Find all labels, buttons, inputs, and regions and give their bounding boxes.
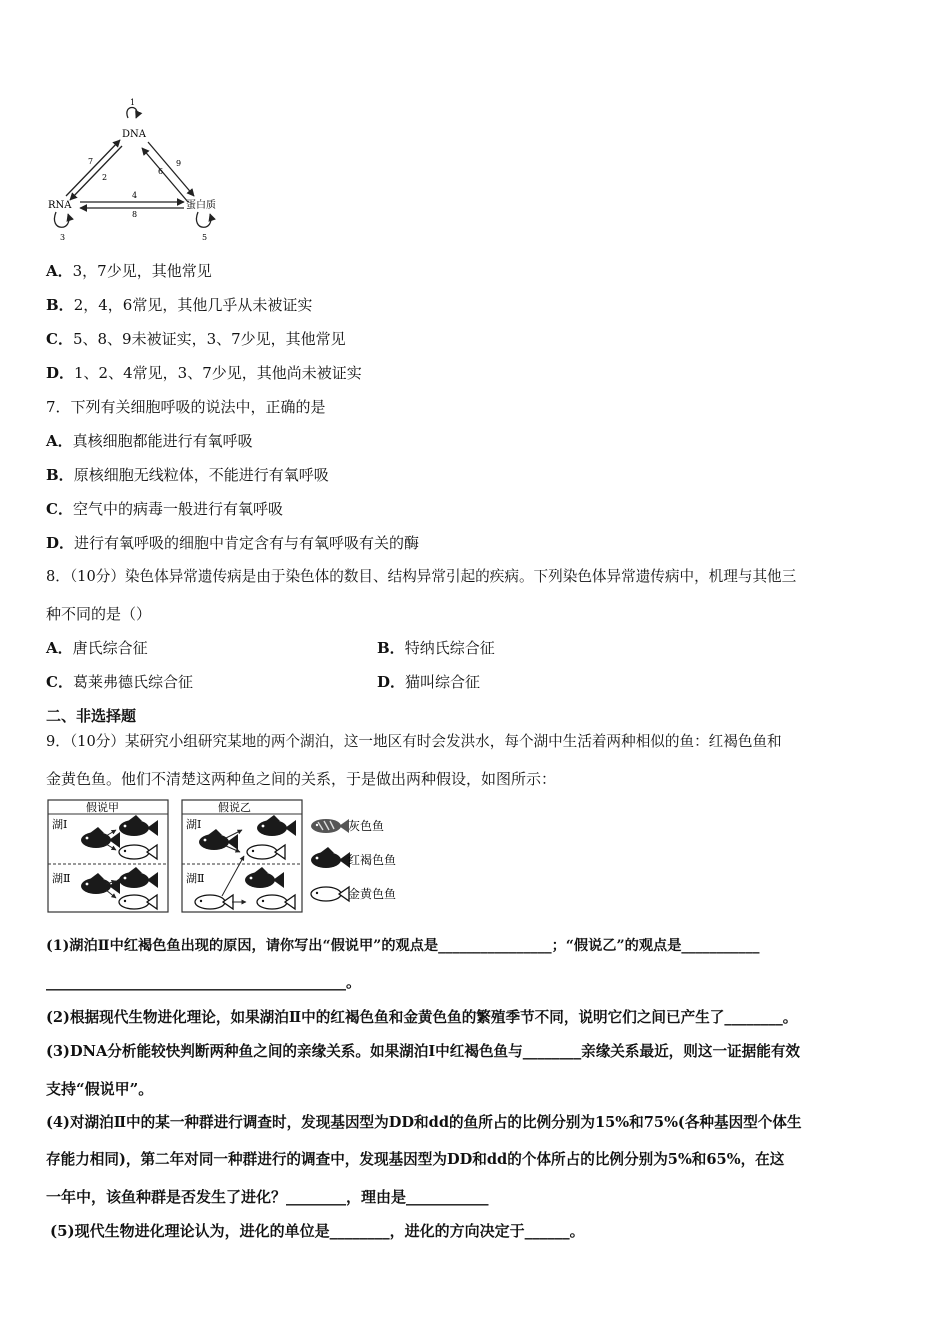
q7-stem: 7．下列有关细胞呼吸的说法中，正确的是 bbox=[46, 398, 326, 416]
q8-option-b: B．特纳氏综合征 bbox=[377, 639, 495, 657]
q6-option-c: C．5、8、9未被证实，3、7少见，其他常见 bbox=[46, 330, 346, 348]
label-8: 8 bbox=[132, 210, 138, 219]
hyp-b-lake1: 湖Ⅰ bbox=[186, 818, 202, 831]
section-heading: 二、非选择题 bbox=[46, 707, 137, 725]
q9-part4-line3: 一年中，该鱼种群是否发生了进化？________，理由是___________ bbox=[46, 1188, 489, 1206]
label-1: 1 bbox=[130, 98, 136, 107]
label-7: 7 bbox=[88, 157, 94, 166]
q7-option-d: D．进行有氧呼吸的细胞中肯定含有与有氧呼吸有关的酶 bbox=[46, 534, 420, 552]
rna-label: RNA bbox=[48, 200, 72, 211]
q9-part5: (5)现代生物进化理论认为，进化的单位是________，进化的方向决定于______。 bbox=[50, 1222, 585, 1240]
q8-option-a: A．唐氏综合征 bbox=[46, 639, 148, 657]
label-6: 6 bbox=[158, 167, 164, 176]
q9-part4-line2: 存能力相同)，第二年对同一种群进行的调查中，发现基因型为DD和dd的个体所占的比例分别为5%和65%，在这 bbox=[46, 1151, 785, 1168]
q9-part1-line1: (1)湖泊Ⅱ中红褐色鱼出现的原因，请你写出“假说甲”的观点是________________；“假说乙”的观点是___________ bbox=[46, 938, 760, 954]
q7-option-b: B．原核细胞无线粒体，不能进行有氧呼吸 bbox=[46, 466, 329, 484]
q9-part3-line1: (3)DNA分析能较快判断两种鱼之间的亲缘关系。如果湖泊Ⅰ中红褐色鱼与________亲缘关系最近，则这一证据能有效 bbox=[46, 1043, 801, 1060]
q8-option-d: D．猫叫综合征 bbox=[377, 673, 481, 691]
label-5: 5 bbox=[202, 233, 208, 242]
q6-option-a: A．3，7少见，其他常见 bbox=[46, 262, 212, 280]
label-9: 9 bbox=[176, 159, 182, 168]
hyp-a-title: 假说甲 bbox=[86, 801, 119, 814]
hyp-b-lake2: 湖Ⅱ bbox=[186, 872, 205, 885]
legend-gold: 金黄色鱼 bbox=[348, 887, 397, 901]
q8-stem-line2: 种不同的是（） bbox=[46, 605, 152, 623]
legend-gray: 灰色鱼 bbox=[348, 819, 385, 833]
hyp-a-lake2: 湖Ⅱ bbox=[52, 872, 71, 885]
q9-stem-line1: 9．（10分）某研究小组研究某地的两个湖泊，这一地区有时会发洪水，每个湖中生活着两种相似的鱼：红褐色鱼和 bbox=[46, 733, 782, 750]
q9-part3-line2: 支持“假说甲”。 bbox=[46, 1080, 154, 1098]
central-dogma-diagram bbox=[44, 94, 244, 246]
hyp-b-title: 假说乙 bbox=[218, 801, 251, 814]
hyp-a-lake1: 湖Ⅰ bbox=[52, 818, 68, 831]
q6-option-d: D．1、2、4常见，3、7少见，其他尚未被证实 bbox=[46, 364, 362, 382]
q8-option-c: C．葛莱弗德氏综合征 bbox=[46, 673, 193, 691]
dna-label: DNA bbox=[122, 129, 146, 140]
protein-label: 蛋白质 bbox=[186, 200, 216, 211]
q9-part4-line1: (4)对湖泊Ⅱ中的某一种群进行调查时，发现基因型为DD和dd的鱼所占的比例分别为15%和75%(各种基因型个体生 bbox=[46, 1114, 802, 1131]
label-3: 3 bbox=[60, 233, 66, 242]
q7-option-a: A．真核细胞都能进行有氧呼吸 bbox=[46, 432, 253, 450]
legend-red: 红褐色鱼 bbox=[348, 853, 397, 867]
q6-option-b: B．2，4，6常见，其他几乎从未被证实 bbox=[46, 296, 313, 314]
q9-stem-line2: 金黄色鱼。他们不清楚这两种鱼之间的关系，于是做出两种假设，如图所示： bbox=[46, 770, 557, 788]
q7-option-c: C．空气中的病毒一般进行有氧呼吸 bbox=[46, 500, 283, 518]
hypotheses-figure bbox=[46, 798, 406, 916]
label-2: 2 bbox=[102, 173, 108, 182]
label-4: 4 bbox=[132, 191, 138, 200]
q9-part2: (2)根据现代生物进化理论，如果湖泊Ⅱ中的红褐色鱼和金黄色鱼的繁殖季节不同，说明它们之间已产生了________。 bbox=[46, 1009, 798, 1026]
q9-part1-line2: ________________________________________。 bbox=[46, 973, 362, 991]
q8-stem-line1: 8．（10分）染色体异常遗传病是由于染色体的数目、结构异常引起的疾病。下列染色体异常遗传病中，机理与其他三 bbox=[46, 568, 797, 585]
